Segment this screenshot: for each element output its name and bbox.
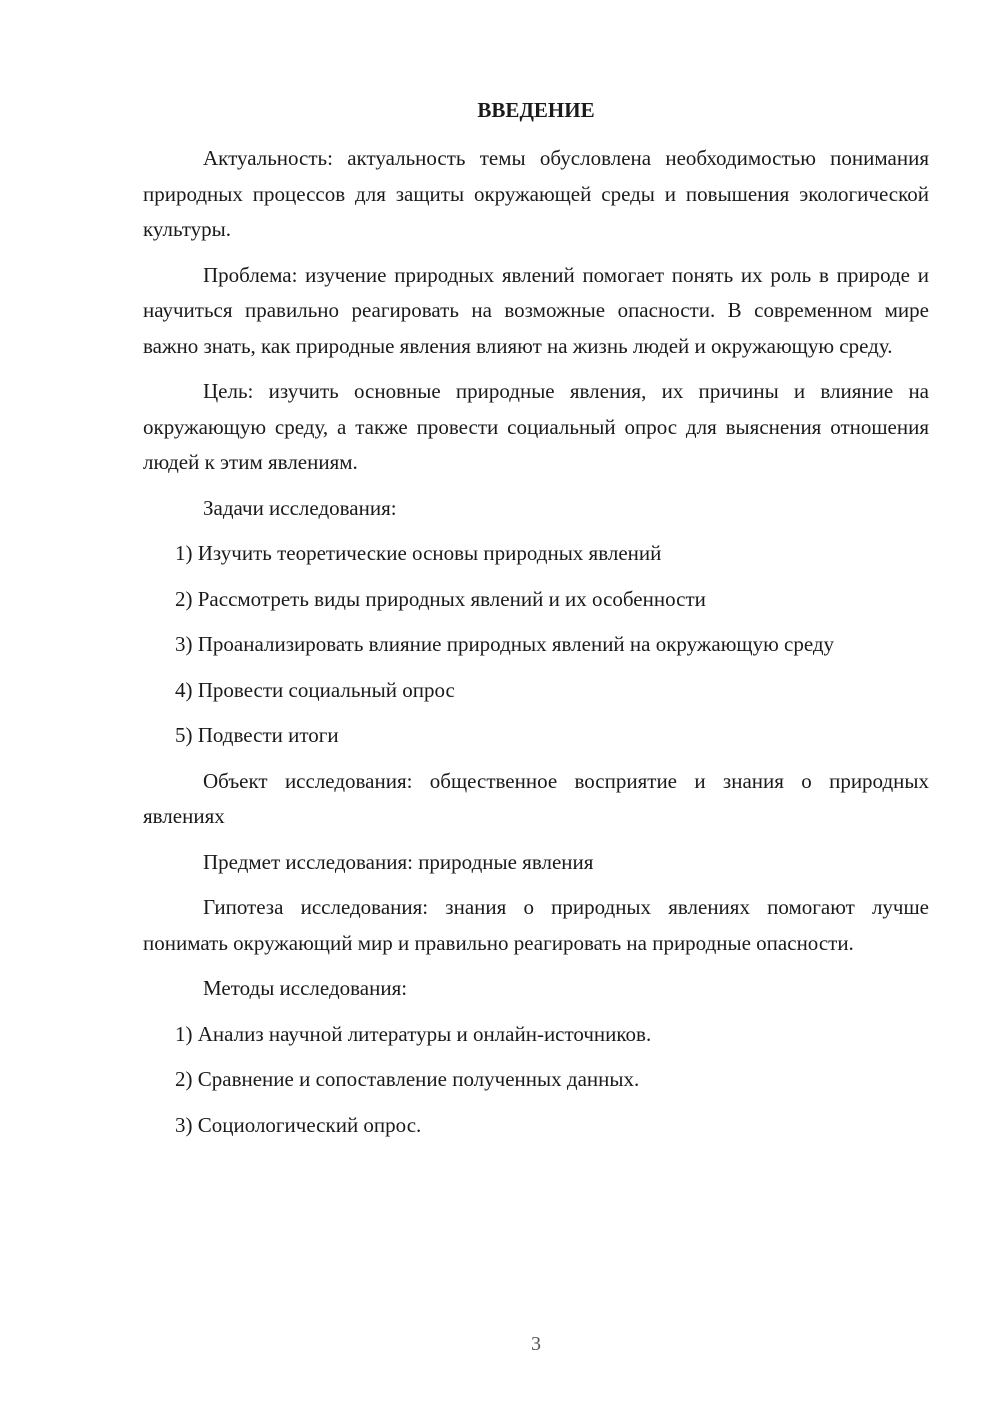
page-number: 3 [531,1333,541,1355]
task-item: 3) Проанализировать влияние природных явлений на окружающую среду [175,632,835,656]
task-item: 2) Рассмотреть виды природных явлений и их особенности [175,586,706,611]
hypothesis-paragraph: Гипотеза исследования: знания о природных явлениях помогают лучше понимать окружающий мир и правильно реагировать на природные опасности. [143,895,929,955]
method-item: 2) Сравнение и сопоставление полученных данных. [175,1067,640,1091]
document-body [143,141,929,1153]
object-paragraph: Объект исследования: общественное восприятие и знания о природных явлениях [143,768,929,828]
subject-paragraph: Предмет исследования: природные явления [203,849,594,874]
task-item: 5) Подвести итоги [175,723,339,747]
tasks-heading: Задачи исследования: [203,495,397,520]
methods-heading: Методы исследования: [203,976,408,1000]
goal-paragraph: Цель: изучить основные природные явления, их причины и влияние на окружающую среду, а также провести социальный опрос для выяснения отношения людей к этим явлениям. [143,379,929,474]
method-item: 1) Анализ научной литературы и онлайн-источников. [175,1021,652,1046]
problem-paragraph: Проблема: изучение природных явлений помогает понять их роль в природе и научиться правильно реагировать на возможные опасности. В современном мире важно знать, как природные явления влияют на жизнь людей и окружающую среду. [143,262,929,358]
task-item: 1) Изучить теоретические основы природных явлений [175,541,662,565]
relevance-paragraph: Актуальность: актуальность темы обусловлена необходимостью понимания природных процессов для защиты окружающей среды и повышения экологической культуры. [143,146,929,241]
page-title: ВВЕДЕНИЕ [477,98,595,122]
task-item: 4) Провести социальный опрос [175,677,455,702]
method-item: 3) Социологический опрос. [175,1112,422,1137]
